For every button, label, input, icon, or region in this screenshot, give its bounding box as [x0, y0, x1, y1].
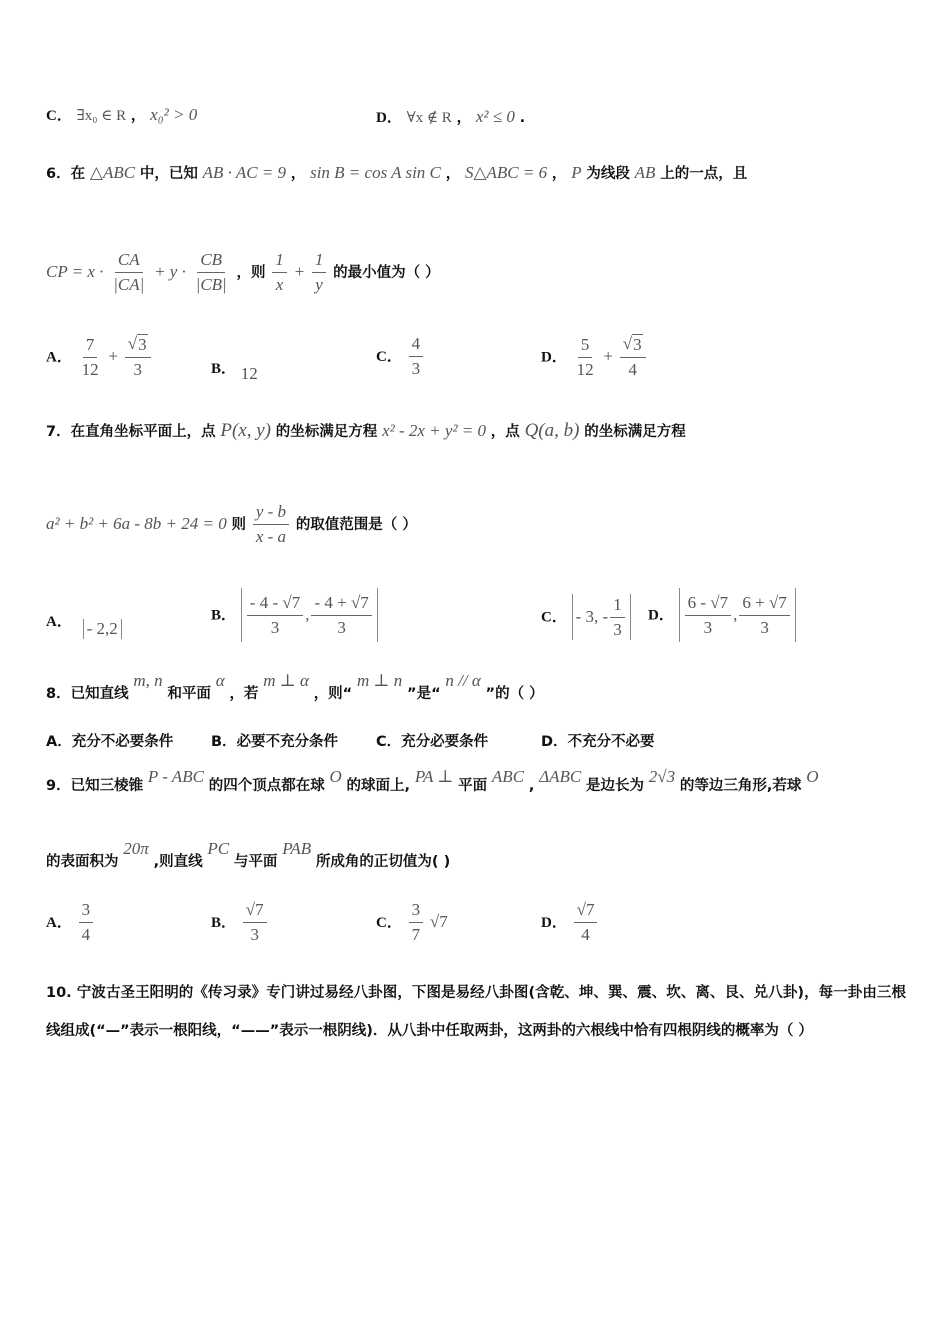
q9-text4: , [528, 778, 535, 794]
q9-b-num: √7 [243, 900, 267, 923]
q5-c-expr: ∃x₀ ∈ R [76, 108, 127, 124]
q6-c-label: C． [376, 349, 402, 365]
q8-option-a: A．充分不必要条件 [46, 734, 174, 750]
q7-ratio-den: x - a [255, 527, 287, 546]
q6-plus-y: + y · [154, 262, 186, 281]
q7-c-num: 1 [610, 595, 625, 618]
q6-option-d [541, 334, 648, 380]
q9-a-num: 3 [79, 900, 94, 923]
q7-b-n2: - 4 + √7 [311, 593, 371, 616]
q9-plane-pab: PAB [282, 839, 312, 858]
q6-sep3: ， [551, 166, 567, 182]
q7-b-frac1 [247, 593, 303, 638]
q6-trig-relation: sin B = cos A sin C [310, 163, 441, 182]
q9-a-den: 4 [81, 925, 91, 944]
q6-cp-left: CP = x · [46, 262, 104, 281]
q7-text4: 则 [231, 517, 247, 533]
q5-d-end: . [519, 110, 526, 126]
q6-c-num: 4 [409, 334, 424, 357]
q7-option-b [211, 588, 378, 642]
q9-b-label: B． [211, 915, 237, 931]
q9-area: 20π [123, 839, 149, 858]
q7-d-frac1 [685, 593, 732, 638]
q6-sep2: ， [445, 166, 461, 182]
q9-triangle: ΔABC [539, 767, 582, 786]
q7-point-q: Q(a, b) [524, 420, 580, 441]
q9-c-label: C． [376, 915, 402, 931]
q7-option-c [541, 594, 631, 640]
q8-text5: ”的（ ） [485, 686, 544, 702]
q6-d-frac-num: 5 [578, 335, 593, 358]
q7-stem-line1 [46, 420, 686, 442]
q6-text4: ，则 [236, 265, 266, 281]
q9-sphere-o2: O [806, 767, 819, 786]
q6-unit-cb-num: CB [197, 250, 225, 273]
q9-d-num: √7 [574, 900, 598, 923]
q7-point-p: P(x, y) [220, 420, 272, 441]
q7-text5: 的取值范围是（ ） [295, 517, 417, 533]
q6-a-sqrt-rad: 3 [138, 335, 147, 354]
q7-eq1: x² - 2x + y² = 0 [382, 421, 487, 440]
q5-d-expr: ∀x ∉ R [406, 110, 452, 126]
q6-a-label: A． [46, 349, 72, 366]
q6-a-frac-num: 7 [83, 335, 98, 358]
q7-text2: ，点 [490, 424, 520, 440]
q5-c-expr2: x₀² > 0 [150, 105, 198, 124]
q6-unit-ca-den: |CA| [113, 275, 145, 294]
q9-c-sqrt: √7 [429, 912, 448, 931]
q7-eq2: a² + b² + 6a - 8b + 24 = 0 [46, 514, 227, 533]
q7-d-n1: 6 - √7 [685, 593, 732, 616]
q6-d-label: D． [541, 349, 567, 366]
q7-b-d1: 3 [270, 617, 280, 637]
q6-d-frac [574, 335, 597, 380]
q9-option-d [541, 900, 599, 945]
q9-stem-line1 [46, 766, 819, 794]
q6-a-frac [79, 335, 102, 380]
q6-c-frac [409, 334, 424, 379]
q8-cond1: m ⊥ n [357, 671, 403, 690]
q7-b-frac2 [311, 593, 371, 638]
q5-d-label: D． [376, 110, 402, 126]
q9-l2-text1: 的表面积为 [46, 854, 119, 870]
q6-inv-y [312, 250, 327, 295]
q6-point-p: P [571, 163, 582, 182]
q9-line-pc: PC [207, 839, 230, 858]
q8-plane: α [215, 671, 225, 690]
q7-c-left: - 3, - [575, 607, 609, 626]
q9-d-den: 4 [581, 925, 590, 944]
q6-inv-y-num: 1 [312, 250, 327, 273]
q7-c-label: C． [541, 609, 567, 626]
q9-c-frac [409, 900, 424, 945]
q8-lines: m, n [133, 671, 163, 690]
q6-inv-x-den: x [275, 275, 284, 294]
q7-text1: 的坐标满足方程 [275, 424, 378, 440]
q6-unit-ca-num: CA [115, 250, 143, 273]
q9-b-frac [243, 900, 267, 945]
q9-d-frac [574, 900, 598, 945]
q6-text5: 的最小值为（ ） [333, 265, 440, 281]
q6-d-plus: + [603, 346, 613, 366]
q9-a-label: A． [46, 915, 72, 931]
q6-option-a [46, 334, 153, 380]
q6-a-frac-den: 12 [81, 359, 99, 379]
q8-cond2: n // α [445, 671, 481, 690]
q7-c-interval [572, 594, 631, 640]
q9-sphere-o: O [329, 767, 342, 786]
q6-unit-cb [193, 250, 230, 295]
q7-c-frac [610, 595, 625, 640]
q8-option-d: D．不充分不必要 [541, 734, 655, 750]
q6-b-label: B． [211, 361, 237, 377]
q6-unit-ca [110, 250, 147, 295]
q9-pyramid: P - ABC [147, 767, 204, 786]
q8-cond: m ⊥ α [263, 671, 309, 690]
q6-text3: 上的一点，且 [660, 166, 748, 182]
q9-plane-abc: ABC [491, 767, 525, 786]
q8-text1: 和平面 [167, 686, 211, 702]
q9-stem-line2 [46, 838, 451, 870]
q9-option-b [211, 900, 269, 945]
q9-l2-text4: 所成角的正切值为( ) [315, 854, 451, 870]
q7-b-label: B． [211, 607, 237, 624]
q9-c-num: 3 [409, 900, 424, 923]
q7-d-d1: 3 [703, 617, 713, 637]
q7-c-den: 3 [613, 619, 622, 639]
q5-option-c [46, 104, 197, 125]
q9-text5: 是边长为 [585, 778, 644, 794]
q9-text2: 的球面上, [346, 778, 411, 794]
q9-l2-text3: 与平面 [233, 854, 278, 870]
q6-d-sqrt-rad: 3 [633, 335, 642, 354]
q6-area: S△ABC = 6 [464, 163, 548, 182]
q6-plus: + [293, 262, 306, 281]
q6-vector-dot: AB · AC = 9 [202, 163, 287, 182]
q9-l2-text2: ,则直线 [153, 854, 203, 870]
q9-pa-perp: PA ⊥ [414, 767, 454, 786]
q6-stem-line1 [46, 162, 747, 183]
q8-number: 8．已知直线 [46, 686, 129, 702]
q8-option-c: C．充分必要条件 [376, 734, 489, 750]
q9-b-den: 3 [250, 925, 259, 944]
q5-d-sep: ， [456, 110, 472, 126]
q9-d-label: D． [541, 915, 567, 931]
q7-d-d2: 3 [760, 617, 769, 637]
q9-c-den: 7 [411, 925, 421, 944]
q7-option-d [648, 588, 796, 642]
q7-b-n1: - 4 - √7 [247, 593, 303, 616]
q6-text1: 中，已知 [139, 166, 198, 182]
q7-d-n2: 6 + √7 [739, 593, 789, 616]
q5-d-expr2: x² ≤ 0 [475, 107, 515, 126]
q9-text1: 的四个顶点都在球 [208, 778, 325, 794]
q7-b-d2: 3 [337, 617, 346, 637]
q6-c-den: 3 [411, 359, 421, 378]
q6-unit-cb-den: |CB| [195, 275, 227, 294]
q5-c-sep: ， [130, 108, 146, 124]
q8-text2: ，若 [229, 686, 259, 702]
q6-d-frac-den: 12 [576, 359, 594, 379]
q5-option-d [376, 106, 525, 127]
q6-a-sqrt-den: 3 [133, 360, 142, 379]
q6-option-b [211, 357, 258, 383]
q7-a-value: - 2,2 [86, 619, 118, 638]
q7-b-interval: $\frac{- 4 - √7}{3}$ , $\frac{- 4 + √7}{3}$ [241, 588, 378, 642]
q6-a-sqrt-frac: √ 3 3 [125, 334, 151, 380]
q7-text3: 的坐标满足方程 [584, 424, 686, 440]
q7-d-interval: $\frac{6 - √7}{3}$ , $\frac{6 + √7}{3}$ [679, 588, 796, 642]
q6-inv-x-num: 1 [272, 250, 287, 273]
q7-a-label: A． [46, 614, 72, 630]
q9-number: 9．已知三棱锥 [46, 778, 144, 794]
q9-text6: 的等边三角形,若球 [679, 778, 802, 794]
q8-option-b: B．必要不充分条件 [211, 734, 339, 750]
q6-d-sqrt-frac: √ 3 4 [620, 334, 646, 380]
q6-triangle: △ABC [89, 163, 136, 182]
q6-a-plus: + [108, 346, 118, 366]
q7-option-a [46, 610, 122, 638]
q6-segment-ab: AB [634, 163, 656, 182]
q9-side: 2√3 [648, 767, 676, 786]
q10-stem: 10. 宁波古圣王阳明的《传习录》专门讲过易经八卦图，下图是易经八卦图(含乾、坤、巽、震、坎、离、艮、兑八卦)，每一卦由三根线组成(“—”表示一根阳线，“——”表示一根阴线)．从八卦中任取两卦，这两卦的六根线中恰有四根阴线的概率为（ ） [46, 985, 906, 1039]
q6-stem-line2 [46, 250, 440, 295]
q6-sep1: ， [290, 166, 306, 182]
q6-d-sqrt-den: 4 [628, 360, 637, 379]
q6-option-c [376, 334, 425, 379]
q7-stem-line2 [46, 502, 417, 547]
q9-a-frac [79, 900, 94, 945]
q6-text2: 为线段 [586, 166, 630, 182]
q8-stem [46, 670, 544, 702]
q6-inv-y-den: y [315, 275, 323, 294]
q7-a-interval [83, 619, 122, 639]
q7-d-label: D． [648, 607, 674, 624]
q6-b-value: 12 [240, 364, 258, 383]
q7-d-frac2 [739, 593, 789, 638]
q7-ratio [253, 502, 289, 547]
q9-option-c [376, 900, 448, 945]
q5-c-label: C． [46, 108, 72, 124]
q9-option-a [46, 900, 95, 945]
q8-text4: ”是“ [407, 686, 441, 702]
q9-text3: 平面 [458, 778, 488, 794]
q6-inv-x [272, 250, 287, 295]
q8-text3: ，则“ [313, 686, 353, 702]
q7-ratio-num: y - b [253, 502, 289, 525]
q7-number: 7．在直角坐标平面上，点 [46, 424, 216, 440]
q6-number: 6．在 [46, 166, 86, 182]
